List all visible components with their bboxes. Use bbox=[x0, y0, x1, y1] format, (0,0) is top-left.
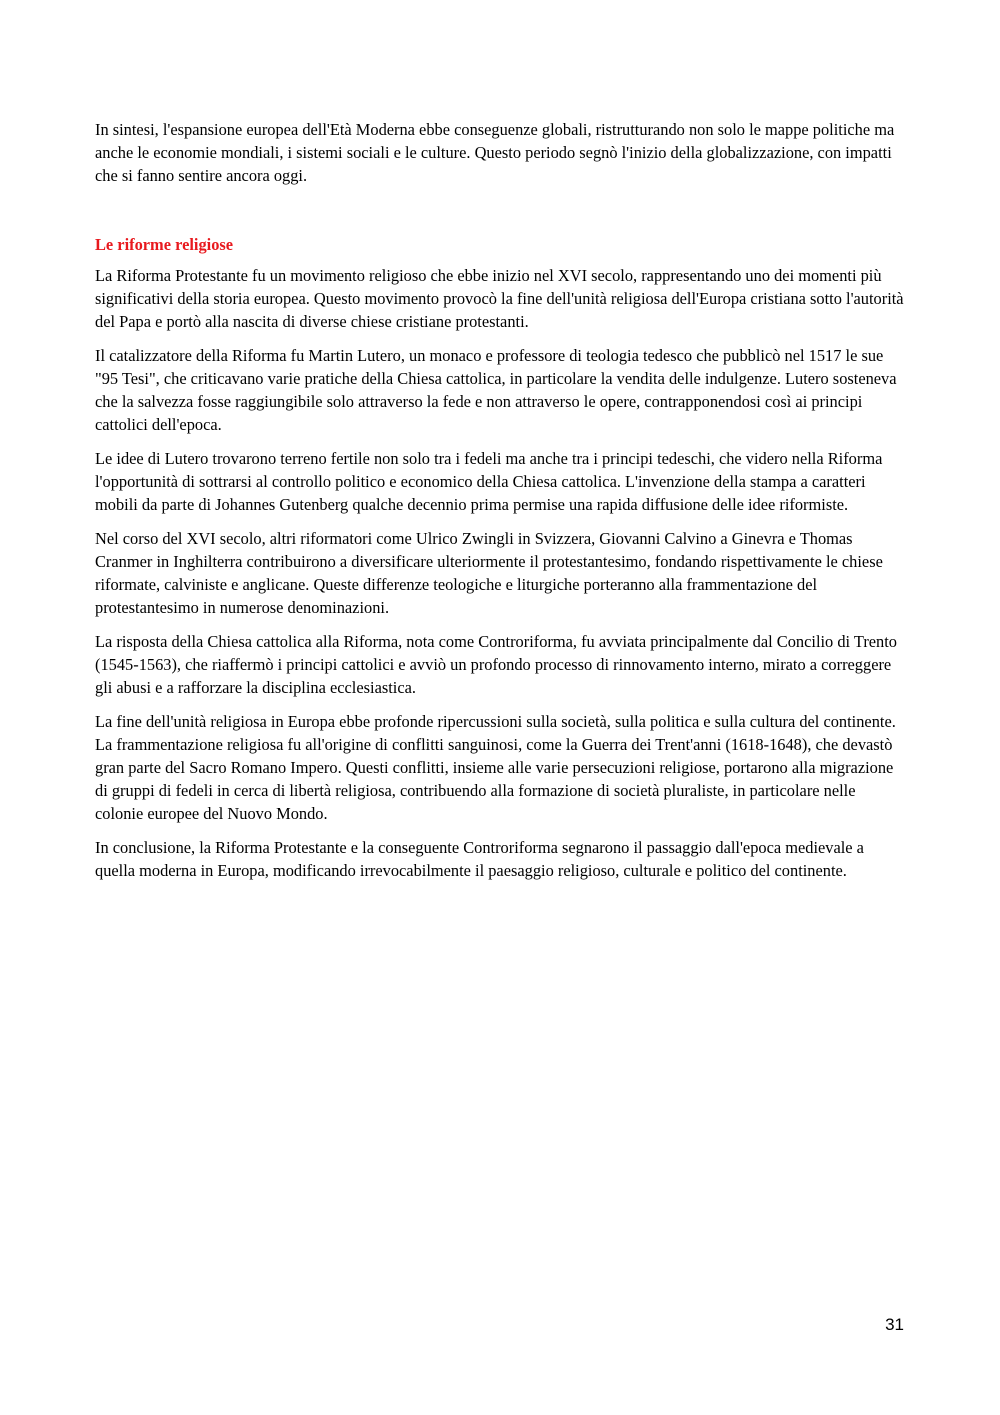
page-content bbox=[95, 118, 907, 893]
body-paragraph: In conclusione, la Riforma Protestante e la conseguente Controriforma segnarono il passaggio dall'epoca medievale a quella moderna in Europa, modificando irrevocabilmente il paesaggio religioso, culturale e politico del continente. bbox=[95, 838, 864, 880]
body-paragraph: La Riforma Protestante fu un movimento religioso che ebbe inizio nel XVI secolo, rappresentando uno dei momenti più significativi della storia europea. Questo movimento provocò la fine dell'unità religiosa dell'Europa cristiana sotto l'autorità del Papa e portò alla nascita di diverse chiese cristiane protestanti. bbox=[95, 266, 904, 331]
body-paragraph: Nel corso del XVI secolo, altri riformatori come Ulrico Zwingli in Svizzera, Giovanni Calvino a Ginevra e Thomas Cranmer in Inghilterra contribuirono a diversificare ulteriormente il protestantesimo, fondando rispettivamente le chiese riformate, calviniste e anglicane. Queste differenze teologiche e liturgiche porteranno alla frammentazione del protestantesimo in numerose denominazioni. bbox=[95, 529, 883, 617]
intro-paragraph: In sintesi, l'espansione europea dell'Età Moderna ebbe conseguenze globali, ristrutturando non solo le mappe politiche ma anche le economie mondiali, i sistemi sociali e le culture. Questo periodo segnò l'inizio della globalizzazione, con impatti che si fanno sentire ancora oggi. bbox=[95, 120, 895, 185]
body-paragraph: La risposta della Chiesa cattolica alla Riforma, nota come Controriforma, fu avviata principalmente dal Concilio di Trento (1545-1563), che riaffermò i principi cattolici e avviò un profondo processo di rinnovamento interno, mirato a correggere gli abusi e a rafforzare la disciplina ecclesiastica. bbox=[95, 632, 898, 697]
section-title: Le riforme religiose bbox=[95, 235, 234, 254]
body-paragraph: La fine dell'unità religiosa in Europa ebbe profonde ripercussioni sulla società, sulla politica e sulla cultura del continente. La frammentazione religiosa fu all'origine di conflitti sanguinosi, come la Guerra dei Trent'anni (1618-1648), che devastò gran parte del Sacro Romano Impero. Questi conflitti, insieme alle varie persecuzioni religiose, portarono alla migrazione di gruppi di fedeli in cerca di libertà religiosa, contribuendo alla formazione di società pluraliste, in particolare nelle colonie europee del Nuovo Mondo. bbox=[95, 712, 896, 823]
body-paragraph: Le idee di Lutero trovarono terreno fertile non solo tra i fedeli ma anche tra i principi tedeschi, che videro nella Riforma l'opportunità di sottrarsi al controllo politico e economico della Chiesa cattolica. L'invenzione della stampa a caratteri mobili da parte di Johannes Gutenberg qualche decennio prima permise una rapida diffusione delle idee riformiste. bbox=[95, 449, 883, 514]
page-number: 31 bbox=[885, 1315, 904, 1334]
body-paragraph: Il catalizzatore della Riforma fu Martin Lutero, un monaco e professore di teologia tedesco che pubblicò nel 1517 le sue "95 Tesi", che criticavano varie pratiche della Chiesa cattolica, in particolare la vendita delle indulgenze. Lutero sosteneva che la salvezza fosse raggiungibile solo attraverso la fede e non attraverso le opere, contrapponendosi così ai principi cattolici dell'epoca. bbox=[95, 346, 897, 434]
